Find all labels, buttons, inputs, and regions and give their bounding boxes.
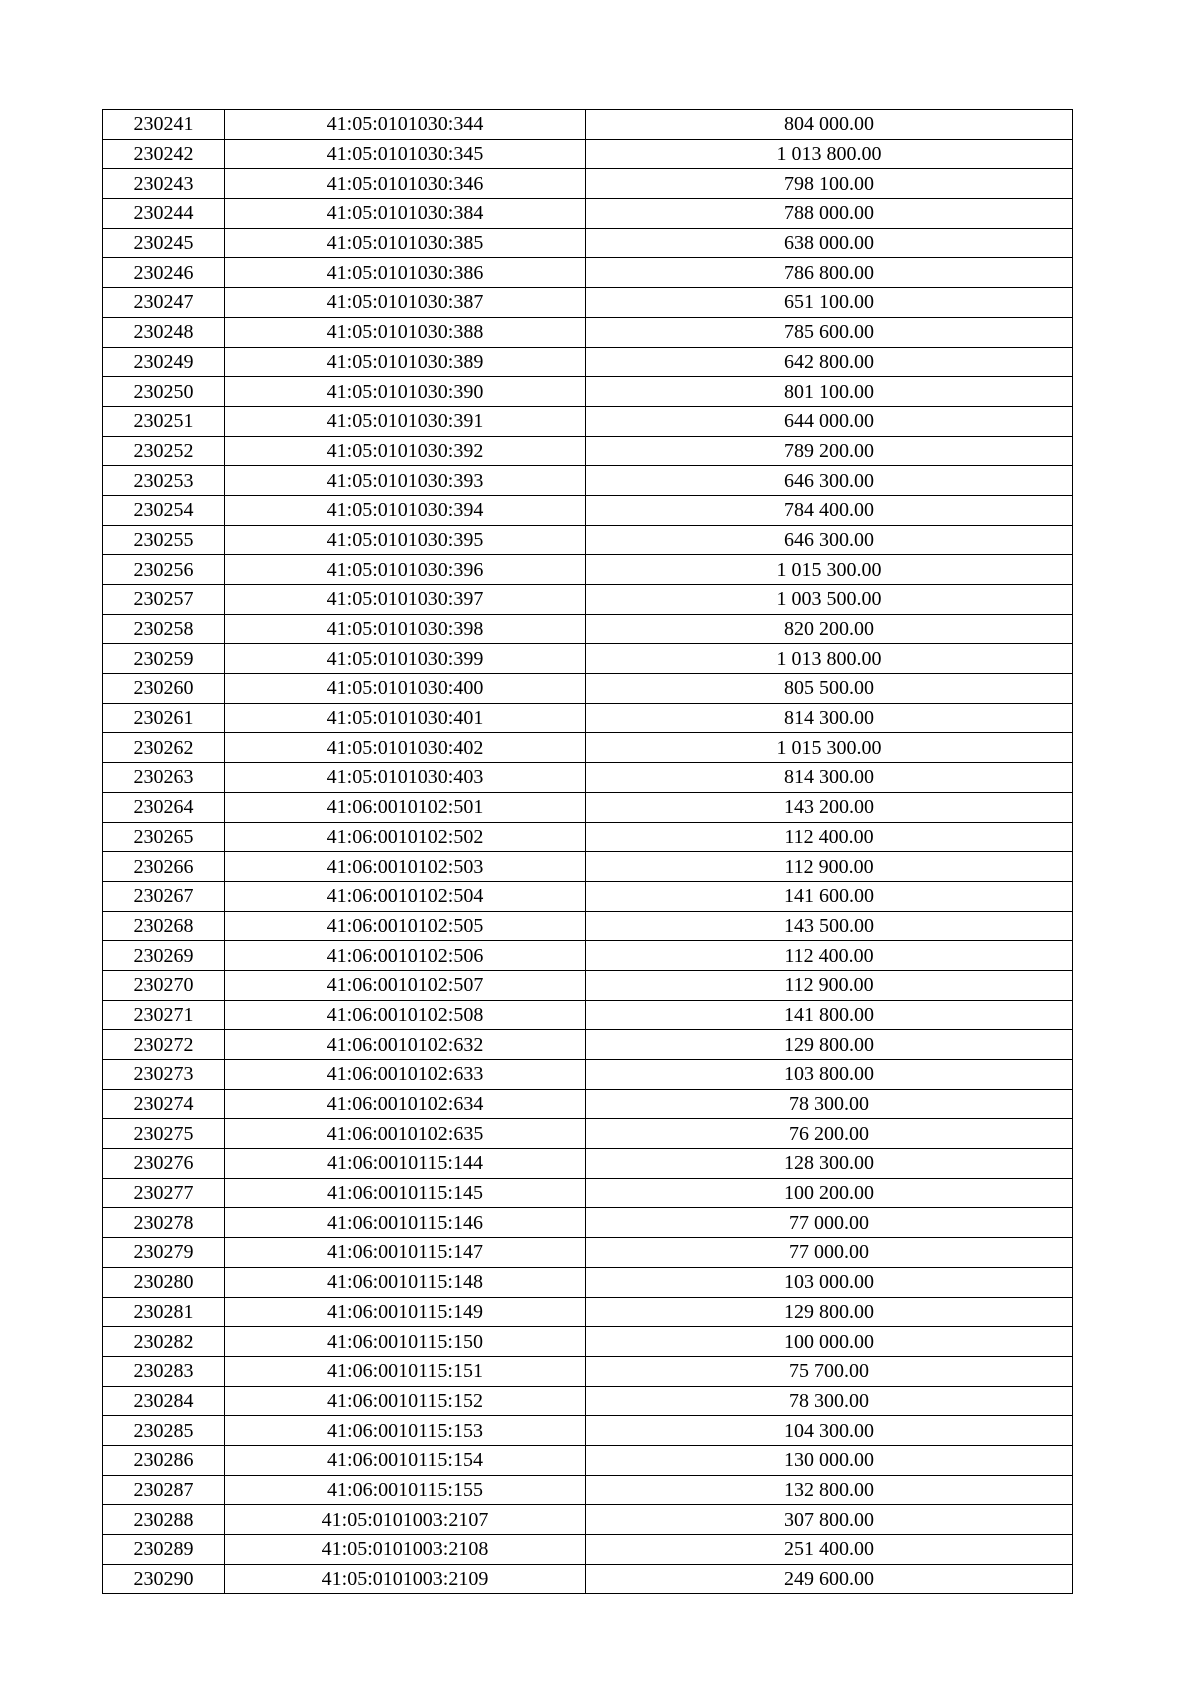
- table-row: [103, 258, 1073, 288]
- cadastral-value-cell: 788 000.00: [586, 199, 1073, 229]
- row-number-cell: 230284: [103, 1386, 225, 1416]
- table-row: [103, 941, 1073, 971]
- row-number-cell: 230245: [103, 228, 225, 258]
- cadastral-number-cell: 41:06:0010102:632: [225, 1030, 586, 1060]
- table-body: [103, 110, 1073, 1594]
- row-number-cell: 230273: [103, 1060, 225, 1090]
- row-number-cell: 230279: [103, 1238, 225, 1268]
- cadastral-value-cell: 78 300.00: [586, 1386, 1073, 1416]
- cadastral-value-cell: 651 100.00: [586, 288, 1073, 318]
- cadastral-number-cell: 41:06:0010102:504: [225, 881, 586, 911]
- table-row: [103, 614, 1073, 644]
- cadastral-value-cell: 141 600.00: [586, 881, 1073, 911]
- row-number-cell: 230243: [103, 169, 225, 199]
- cadastral-value-cell: 251 400.00: [586, 1535, 1073, 1565]
- row-number-cell: 230272: [103, 1030, 225, 1060]
- table-row: [103, 228, 1073, 258]
- row-number-cell: 230247: [103, 288, 225, 318]
- table-row: [103, 1356, 1073, 1386]
- row-number-cell: 230253: [103, 466, 225, 496]
- row-number-cell: 230260: [103, 674, 225, 704]
- cadastral-value-cell: 77 000.00: [586, 1208, 1073, 1238]
- cadastral-number-cell: 41:06:0010102:633: [225, 1060, 586, 1090]
- table-row: [103, 139, 1073, 169]
- cadastral-number-cell: 41:06:0010102:508: [225, 1000, 586, 1030]
- table-row: [103, 406, 1073, 436]
- cadastral-number-cell: 41:06:0010115:150: [225, 1327, 586, 1357]
- cadastral-number-cell: 41:05:0101030:389: [225, 347, 586, 377]
- cadastral-number-cell: 41:06:0010115:154: [225, 1445, 586, 1475]
- table-row: [103, 1267, 1073, 1297]
- table-row: [103, 1178, 1073, 1208]
- table-row: [103, 1119, 1073, 1149]
- row-number-cell: 230285: [103, 1416, 225, 1446]
- cadastral-number-cell: 41:05:0101030:387: [225, 288, 586, 318]
- table-row: [103, 1149, 1073, 1179]
- cadastral-value-table: [102, 109, 1073, 1594]
- cadastral-number-cell: 41:05:0101030:393: [225, 466, 586, 496]
- row-number-cell: 230266: [103, 852, 225, 882]
- cadastral-number-cell: 41:05:0101030:397: [225, 585, 586, 615]
- table-row: [103, 881, 1073, 911]
- cadastral-number-cell: 41:05:0101030:395: [225, 525, 586, 555]
- cadastral-number-cell: 41:06:0010115:149: [225, 1297, 586, 1327]
- cadastral-value-cell: 141 800.00: [586, 1000, 1073, 1030]
- row-number-cell: 230278: [103, 1208, 225, 1238]
- row-number-cell: 230289: [103, 1535, 225, 1565]
- row-number-cell: 230270: [103, 970, 225, 1000]
- cadastral-value-cell: 801 100.00: [586, 377, 1073, 407]
- table-row: [103, 1564, 1073, 1594]
- cadastral-value-cell: 638 000.00: [586, 228, 1073, 258]
- table-row: [103, 733, 1073, 763]
- cadastral-number-cell: 41:05:0101030:399: [225, 644, 586, 674]
- cadastral-number-cell: 41:06:0010102:503: [225, 852, 586, 882]
- cadastral-value-cell: 642 800.00: [586, 347, 1073, 377]
- table-row: [103, 288, 1073, 318]
- cadastral-number-cell: 41:06:0010102:634: [225, 1089, 586, 1119]
- cadastral-number-cell: 41:06:0010102:502: [225, 822, 586, 852]
- cadastral-value-cell: 78 300.00: [586, 1089, 1073, 1119]
- cadastral-value-cell: 814 300.00: [586, 763, 1073, 793]
- cadastral-value-cell: 646 300.00: [586, 525, 1073, 555]
- cadastral-number-cell: 41:06:0010115:151: [225, 1356, 586, 1386]
- table-row: [103, 1297, 1073, 1327]
- cadastral-value-cell: 112 900.00: [586, 852, 1073, 882]
- cadastral-number-cell: 41:05:0101030:386: [225, 258, 586, 288]
- table-row: [103, 1327, 1073, 1357]
- cadastral-number-cell: 41:06:0010115:146: [225, 1208, 586, 1238]
- cadastral-value-cell: 798 100.00: [586, 169, 1073, 199]
- cadastral-value-cell: 820 200.00: [586, 614, 1073, 644]
- cadastral-number-cell: 41:06:0010115:152: [225, 1386, 586, 1416]
- row-number-cell: 230254: [103, 495, 225, 525]
- row-number-cell: 230283: [103, 1356, 225, 1386]
- row-number-cell: 230288: [103, 1505, 225, 1535]
- cadastral-value-cell: 786 800.00: [586, 258, 1073, 288]
- table-row: [103, 1416, 1073, 1446]
- table-row: [103, 763, 1073, 793]
- cadastral-number-cell: 41:05:0101030:346: [225, 169, 586, 199]
- cadastral-value-cell: 103 000.00: [586, 1267, 1073, 1297]
- table-row: [103, 911, 1073, 941]
- cadastral-value-cell: 129 800.00: [586, 1030, 1073, 1060]
- cadastral-value-cell: 784 400.00: [586, 495, 1073, 525]
- row-number-cell: 230280: [103, 1267, 225, 1297]
- cadastral-number-cell: 41:06:0010115:145: [225, 1178, 586, 1208]
- table-row: [103, 1475, 1073, 1505]
- cadastral-number-cell: 41:06:0010115:144: [225, 1149, 586, 1179]
- table-row: [103, 792, 1073, 822]
- cadastral-number-cell: 41:05:0101030:345: [225, 139, 586, 169]
- cadastral-number-cell: 41:05:0101030:344: [225, 110, 586, 140]
- row-number-cell: 230248: [103, 317, 225, 347]
- row-number-cell: 230241: [103, 110, 225, 140]
- row-number-cell: 230281: [103, 1297, 225, 1327]
- row-number-cell: 230263: [103, 763, 225, 793]
- cadastral-value-cell: 249 600.00: [586, 1564, 1073, 1594]
- table-row: [103, 970, 1073, 1000]
- cadastral-number-cell: 41:06:0010115:147: [225, 1238, 586, 1268]
- cadastral-value-cell: 76 200.00: [586, 1119, 1073, 1149]
- table-row: [103, 585, 1073, 615]
- table-row: [103, 495, 1073, 525]
- row-number-cell: 230242: [103, 139, 225, 169]
- cadastral-number-cell: 41:06:0010102:506: [225, 941, 586, 971]
- table-row: [103, 1030, 1073, 1060]
- cadastral-value-cell: 1 003 500.00: [586, 585, 1073, 615]
- cadastral-number-cell: 41:06:0010102:507: [225, 970, 586, 1000]
- cadastral-value-cell: 100 200.00: [586, 1178, 1073, 1208]
- cadastral-number-cell: 41:05:0101030:402: [225, 733, 586, 763]
- cadastral-number-cell: 41:05:0101030:400: [225, 674, 586, 704]
- cadastral-value-cell: 143 200.00: [586, 792, 1073, 822]
- row-number-cell: 230246: [103, 258, 225, 288]
- table-row: [103, 1238, 1073, 1268]
- table-row: [103, 436, 1073, 466]
- cadastral-number-cell: 41:05:0101030:403: [225, 763, 586, 793]
- row-number-cell: 230250: [103, 377, 225, 407]
- cadastral-value-cell: 128 300.00: [586, 1149, 1073, 1179]
- table-row: [103, 852, 1073, 882]
- table-row: [103, 377, 1073, 407]
- row-number-cell: 230282: [103, 1327, 225, 1357]
- row-number-cell: 230258: [103, 614, 225, 644]
- cadastral-value-cell: 789 200.00: [586, 436, 1073, 466]
- cadastral-number-cell: 41:05:0101030:384: [225, 199, 586, 229]
- row-number-cell: 230251: [103, 406, 225, 436]
- row-number-cell: 230265: [103, 822, 225, 852]
- row-number-cell: 230256: [103, 555, 225, 585]
- cadastral-number-cell: 41:05:0101030:398: [225, 614, 586, 644]
- cadastral-value-cell: 112 400.00: [586, 822, 1073, 852]
- cadastral-number-cell: 41:05:0101030:391: [225, 406, 586, 436]
- row-number-cell: 230269: [103, 941, 225, 971]
- cadastral-number-cell: 41:06:0010102:635: [225, 1119, 586, 1149]
- row-number-cell: 230286: [103, 1445, 225, 1475]
- table-row: [103, 317, 1073, 347]
- table-row: [103, 703, 1073, 733]
- row-number-cell: 230262: [103, 733, 225, 763]
- cadastral-value-cell: 143 500.00: [586, 911, 1073, 941]
- cadastral-number-cell: 41:05:0101003:2109: [225, 1564, 586, 1594]
- table-row: [103, 169, 1073, 199]
- cadastral-value-cell: 1 015 300.00: [586, 555, 1073, 585]
- cadastral-value-cell: 132 800.00: [586, 1475, 1073, 1505]
- row-number-cell: 230275: [103, 1119, 225, 1149]
- cadastral-value-cell: 814 300.00: [586, 703, 1073, 733]
- cadastral-value-cell: 804 000.00: [586, 110, 1073, 140]
- cadastral-value-cell: 1 015 300.00: [586, 733, 1073, 763]
- row-number-cell: 230276: [103, 1149, 225, 1179]
- cadastral-value-cell: 785 600.00: [586, 317, 1073, 347]
- table-row: [103, 1208, 1073, 1238]
- cadastral-value-cell: 646 300.00: [586, 466, 1073, 496]
- cadastral-value-cell: 307 800.00: [586, 1505, 1073, 1535]
- cadastral-number-cell: 41:06:0010115:148: [225, 1267, 586, 1297]
- cadastral-number-cell: 41:05:0101030:390: [225, 377, 586, 407]
- cadastral-value-cell: 77 000.00: [586, 1238, 1073, 1268]
- cadastral-number-cell: 41:06:0010102:505: [225, 911, 586, 941]
- row-number-cell: 230274: [103, 1089, 225, 1119]
- table-row: [103, 822, 1073, 852]
- cadastral-number-cell: 41:06:0010102:501: [225, 792, 586, 822]
- cadastral-number-cell: 41:05:0101030:394: [225, 495, 586, 525]
- cadastral-number-cell: 41:05:0101003:2108: [225, 1535, 586, 1565]
- cadastral-value-cell: 112 900.00: [586, 970, 1073, 1000]
- row-number-cell: 230249: [103, 347, 225, 377]
- table-row: [103, 1445, 1073, 1475]
- cadastral-value-cell: 75 700.00: [586, 1356, 1073, 1386]
- row-number-cell: 230259: [103, 644, 225, 674]
- cadastral-value-cell: 112 400.00: [586, 941, 1073, 971]
- row-number-cell: 230267: [103, 881, 225, 911]
- table-row: [103, 525, 1073, 555]
- cadastral-value-cell: 103 800.00: [586, 1060, 1073, 1090]
- row-number-cell: 230268: [103, 911, 225, 941]
- cadastral-number-cell: 41:05:0101003:2107: [225, 1505, 586, 1535]
- table-row: [103, 644, 1073, 674]
- cadastral-value-cell: 129 800.00: [586, 1297, 1073, 1327]
- cadastral-value-cell: 104 300.00: [586, 1416, 1073, 1446]
- cadastral-number-cell: 41:05:0101030:396: [225, 555, 586, 585]
- row-number-cell: 230287: [103, 1475, 225, 1505]
- cadastral-number-cell: 41:06:0010115:153: [225, 1416, 586, 1446]
- row-number-cell: 230277: [103, 1178, 225, 1208]
- row-number-cell: 230264: [103, 792, 225, 822]
- table-row: [103, 199, 1073, 229]
- row-number-cell: 230290: [103, 1564, 225, 1594]
- table-row: [103, 1000, 1073, 1030]
- table-row: [103, 110, 1073, 140]
- cadastral-number-cell: 41:05:0101030:392: [225, 436, 586, 466]
- cadastral-value-cell: 1 013 800.00: [586, 644, 1073, 674]
- table-row: [103, 1505, 1073, 1535]
- cadastral-value-cell: 1 013 800.00: [586, 139, 1073, 169]
- row-number-cell: 230261: [103, 703, 225, 733]
- table-row: [103, 1386, 1073, 1416]
- row-number-cell: 230271: [103, 1000, 225, 1030]
- row-number-cell: 230252: [103, 436, 225, 466]
- row-number-cell: 230257: [103, 585, 225, 615]
- cadastral-number-cell: 41:06:0010115:155: [225, 1475, 586, 1505]
- row-number-cell: 230255: [103, 525, 225, 555]
- cadastral-number-cell: 41:05:0101030:385: [225, 228, 586, 258]
- cadastral-value-cell: 805 500.00: [586, 674, 1073, 704]
- cadastral-value-cell: 130 000.00: [586, 1445, 1073, 1475]
- cadastral-value-cell: 644 000.00: [586, 406, 1073, 436]
- cadastral-number-cell: 41:05:0101030:401: [225, 703, 586, 733]
- table-row: [103, 1060, 1073, 1090]
- table-row: [103, 347, 1073, 377]
- table-row: [103, 1535, 1073, 1565]
- table-row: [103, 555, 1073, 585]
- row-number-cell: 230244: [103, 199, 225, 229]
- cadastral-value-cell: 100 000.00: [586, 1327, 1073, 1357]
- table-row: [103, 466, 1073, 496]
- table-row: [103, 674, 1073, 704]
- table-row: [103, 1089, 1073, 1119]
- cadastral-number-cell: 41:05:0101030:388: [225, 317, 586, 347]
